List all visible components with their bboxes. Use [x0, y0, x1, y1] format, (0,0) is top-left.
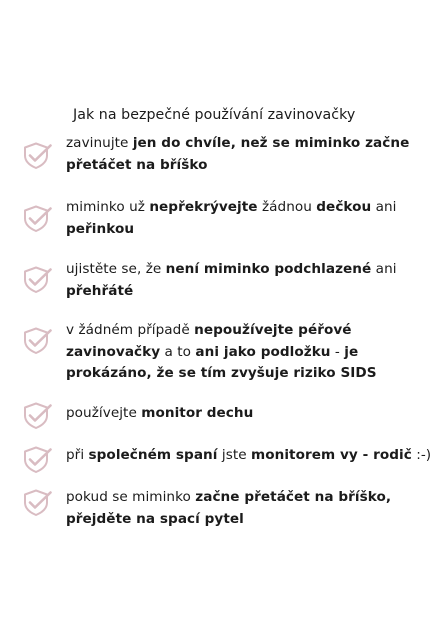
plain-text: - [330, 343, 345, 360]
plain-text: zavinujte [66, 135, 133, 151]
emphasis-text: začne přetáčet na bříško, přejděte na spací pytel [66, 489, 392, 527]
list-item-text [66, 197, 436, 240]
check-icon [22, 325, 52, 355]
check-icon [22, 487, 52, 517]
plain-text: miminko už [66, 199, 150, 215]
plain-text: žádnou [257, 199, 317, 215]
check-icon [22, 203, 52, 233]
page-title: Jak na bezpečné používání zavinovačky [73, 107, 356, 123]
list-item-text [66, 133, 436, 176]
emphasis-text: je prokázáno, že se tím zvyšuje riziko SIDS [66, 343, 377, 381]
emphasis-text: monitor dechu [141, 405, 254, 421]
emphasis-text: peřinkou [66, 220, 135, 237]
emphasis-text: přehřáté [66, 282, 134, 299]
plain-text: používejte [66, 405, 142, 421]
emphasis-text: nepřekrývejte [149, 199, 258, 215]
check-icon [22, 400, 52, 430]
emphasis-text: nepoužívejte péřové zavinovačky [66, 322, 352, 360]
plain-text: ani [371, 199, 397, 215]
check-icon [22, 444, 52, 474]
list-item-text [66, 259, 436, 302]
emphasis-text: dečkou [316, 199, 372, 215]
plain-text: ujistěte se, že [66, 261, 166, 277]
plain-text: ani [371, 261, 397, 277]
plain-text: jste [217, 447, 251, 463]
plain-text: v žádném případě [66, 322, 195, 338]
check-icon [22, 140, 52, 170]
emphasis-text: společném spaní [88, 447, 218, 463]
emphasis-text: není miminko podchlazené [165, 261, 372, 277]
list-item-text [66, 403, 436, 425]
check-icon [22, 264, 52, 294]
plain-text: :-) [411, 447, 432, 463]
plain-text: a to [160, 343, 196, 360]
plain-text: pokud se miminko [66, 489, 196, 505]
list-item-text [66, 445, 436, 467]
plain-text: při [66, 447, 89, 463]
list-item-text [66, 487, 436, 530]
emphasis-text: monitorem vy - rodič [251, 447, 412, 463]
emphasis-text: ani jako podložku [195, 343, 331, 360]
emphasis-text: jen do chvíle, než se miminko začne přetáčet na bříško [66, 135, 410, 173]
list-item-text [66, 320, 436, 385]
